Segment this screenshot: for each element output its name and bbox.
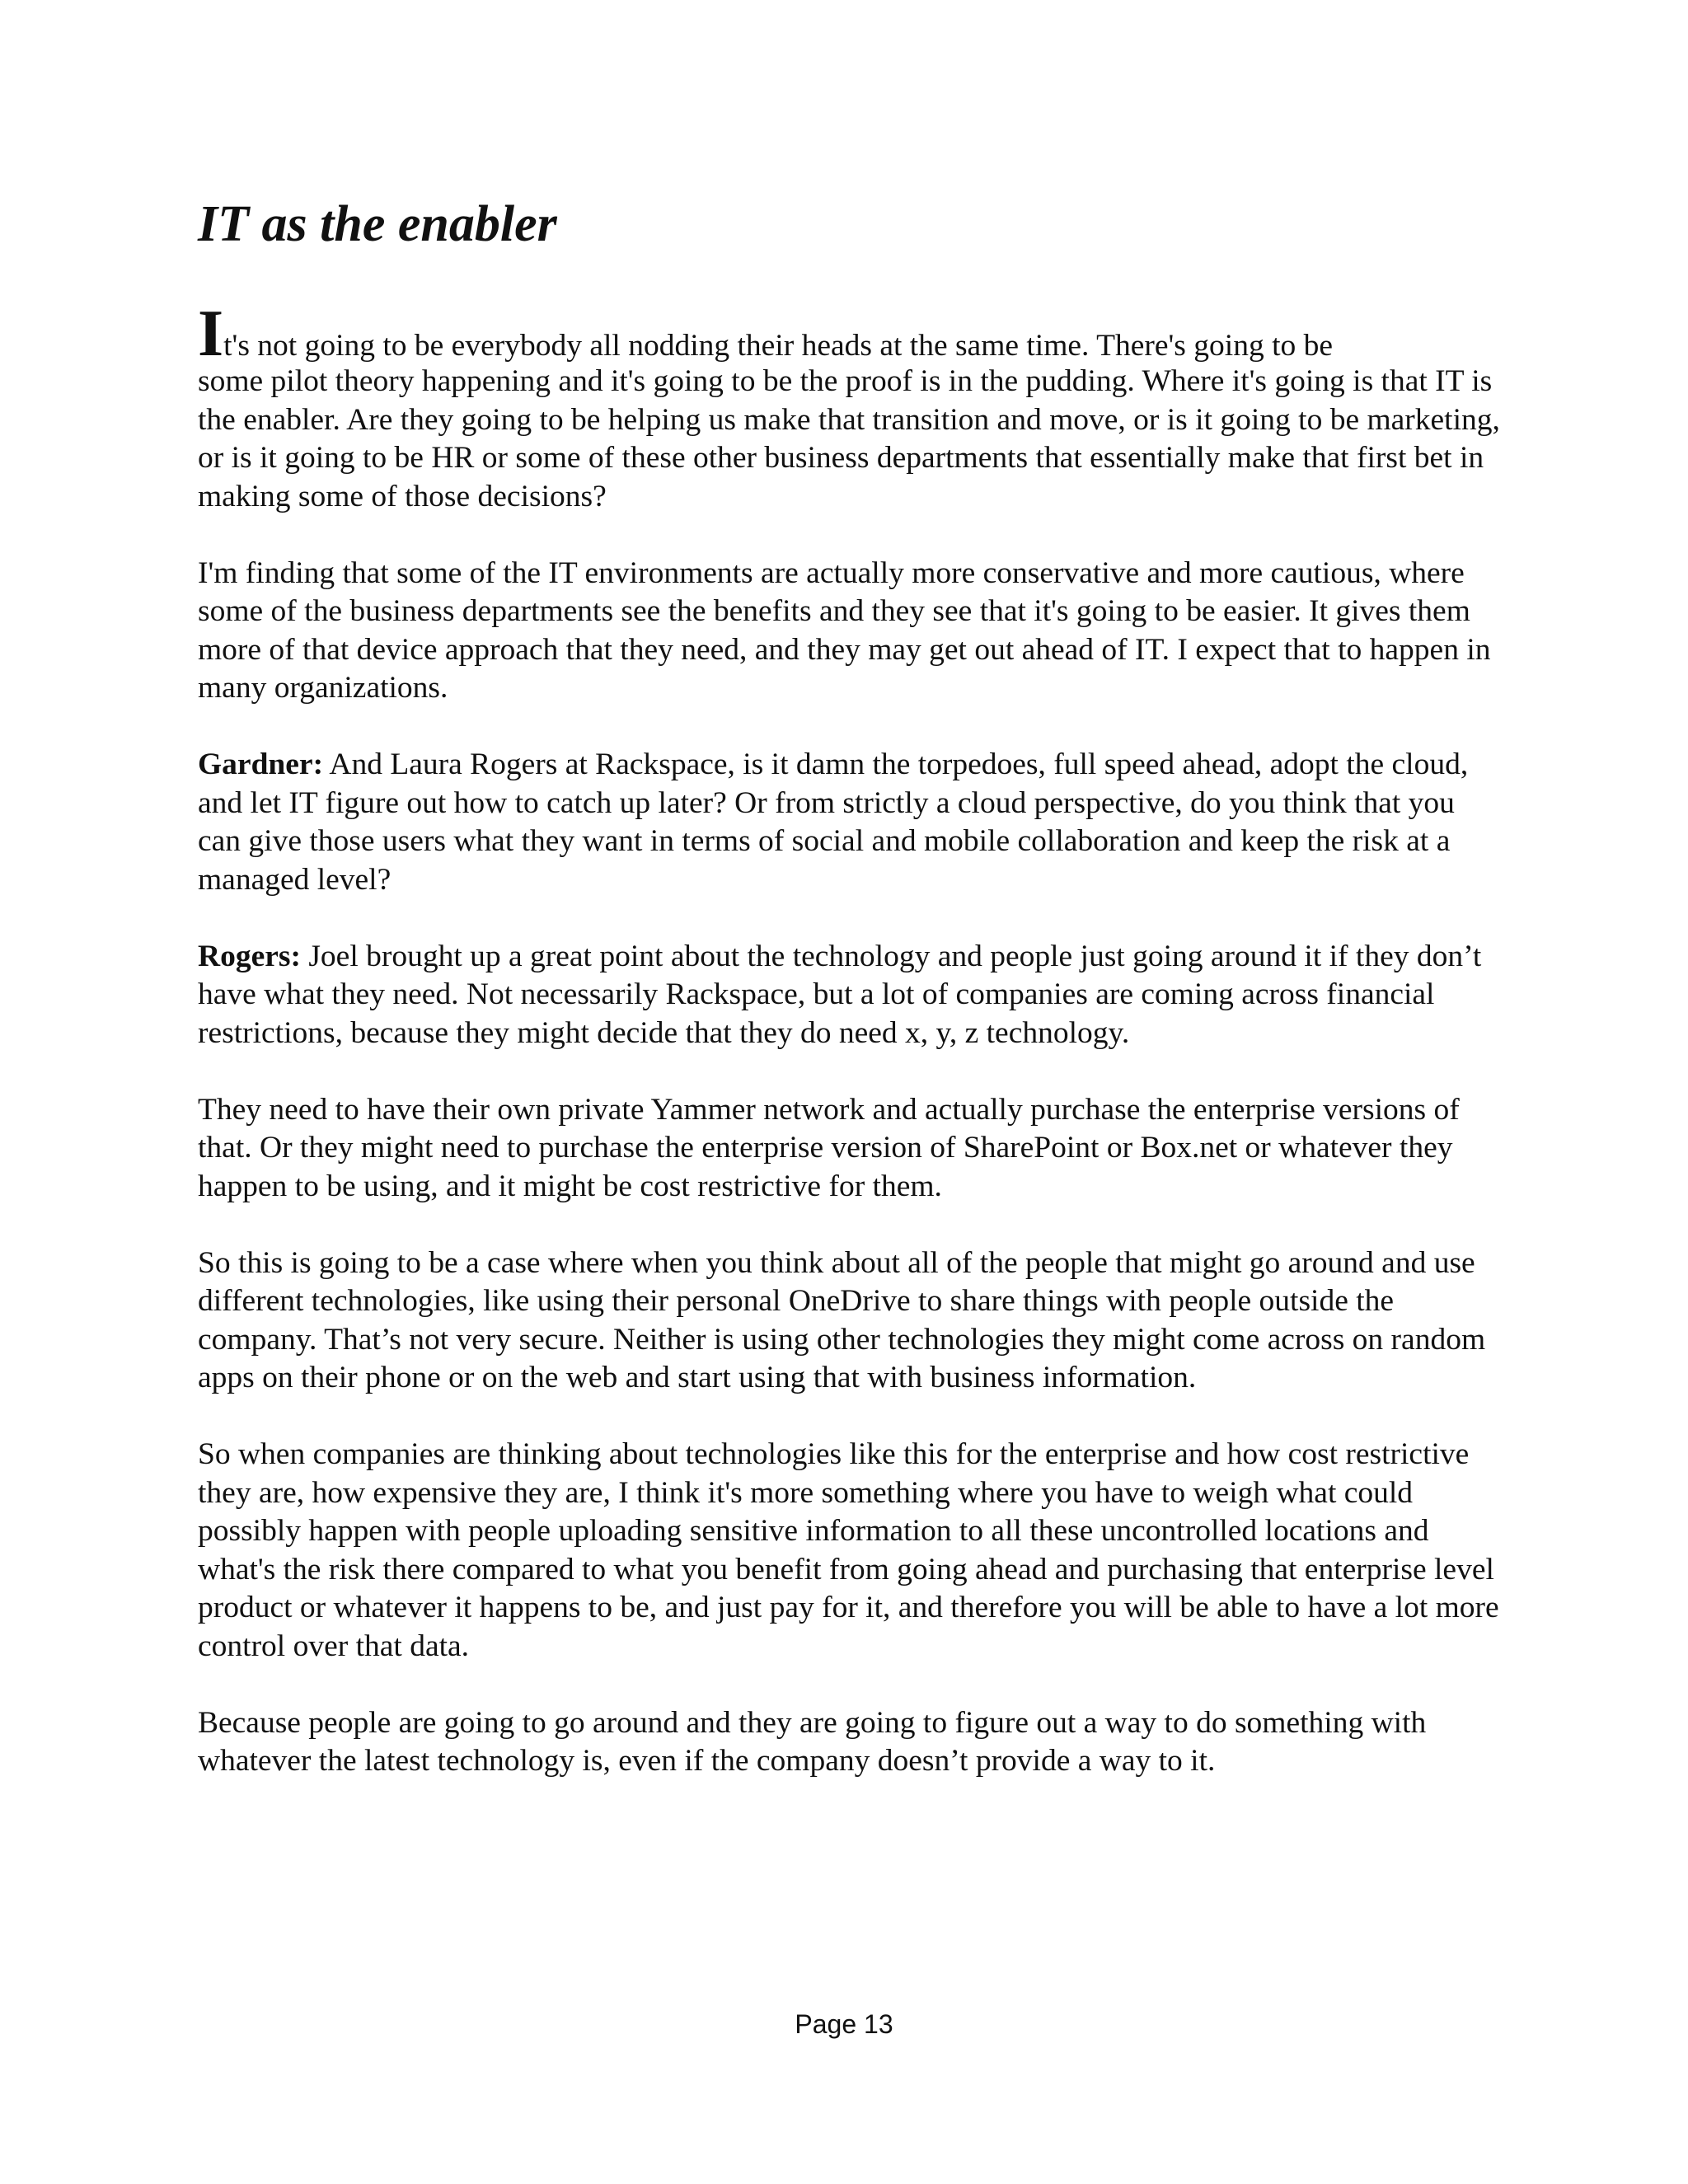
paragraph-7 [198,1436,1500,1666]
paragraph-2 [198,555,1500,708]
paragraph-2-text: I'm finding that some of the IT environments are actually more conservative and more cautious, where some of the business departments see the benefits and they see that it's going to be easier. It gives them more of that device approach that they need, and they may get out ahead of IT. I expect that to happen in many organizations. [198,555,1491,705]
paragraph-6-text: So this is going to be a case where when you think about all of the people that might go around and use different technologies, like using their personal OneDrive to share things with people outside the company. That’s not very secure. Neither is using other technologies they might come across on random apps on their phone or on the web and start using that with business information. [198,1245,1486,1394]
speaker-label: Gardner: [198,748,324,781]
drop-cap: I [198,298,224,370]
paragraph-3-text: And Laura Rogers at Rackspace, is it damn the torpedoes, full speed ahead, adopt the cloud, and let IT figure out how to catch up later? Or from strictly a cloud perspective, do you think that you can give those users what they want in terms of social and mobile collaboration and keep the risk at a managed level? [198,748,1469,897]
first-line-text: t's not going to be everybody all nodding their heads at the same time. There's going to be [223,329,1334,363]
speaker-label: Rogers: [198,939,301,973]
paragraph-5 [198,1091,1500,1207]
page-title: IT as the enabler [198,196,557,252]
page-number: Page 13 [795,2009,893,2039]
first-line [198,298,1500,370]
paragraph-1 [198,298,1500,516]
paragraph-3 [198,746,1500,899]
paragraph-4-text: Joel brought up a great point about the technology and people just going around it if they don’t have what they need. Not necessarily Rackspace, but a lot of companies are coming across financial restrictions, because they might decide that they do need x, y, z technology. [198,939,1482,1050]
paragraph-5-text: They need to have their own private Yammer network and actually purchase the enterprise versions of that. Or they might need to purchase the enterprise version of SharePoint or Box.net or whatever they happen to be using, and it might be cost restrictive for them. [198,1092,1460,1203]
paragraph-6 [198,1244,1500,1398]
paragraph-8-text: Because people are going to go around and they are going to figure out a way to do something with whatever the latest technology is, even if the company doesn’t provide a way to it. [198,1705,1427,1778]
paragraph-7-text: So when companies are thinking about technologies like this for the enterprise and how cost restrictive they are, how expensive they are, I think it's more something where you have to weigh what could possibly happen with people uploading sensitive information to all these uncontrolled locations and what's the risk there compared to what you benefit from going ahead and purchasing that enterprise level product or whatever it happens to be, and just pay for it, and therefore you will be able to have a lot more control over that data. [198,1437,1499,1663]
article-body [198,298,1500,1819]
paragraph-8 [198,1704,1500,1781]
paragraph-4 [198,938,1500,1053]
paragraph-1-text: some pilot theory happening and it's going to be the proof is in the pudding. Where it's going is that IT is the enabler. Are they going to be helping us make that transition and move, or is it going to be marketing, or is it going to be HR or some of these other business departments that essentially make that first bet in making some of those decisions? [198,364,1500,513]
